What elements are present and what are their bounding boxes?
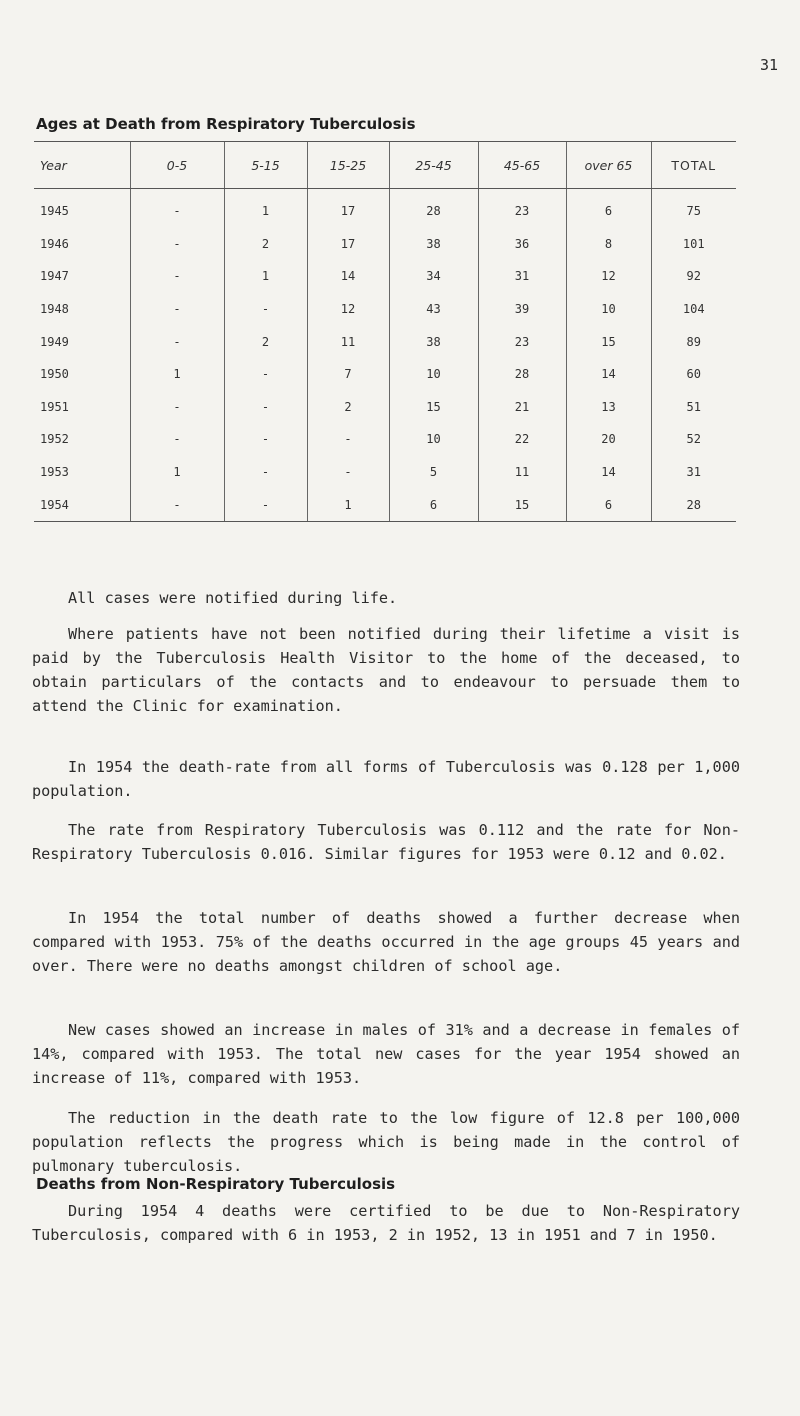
table-cell: 10 [389, 423, 478, 456]
column-header: 0-5 [130, 142, 224, 189]
section-heading: Deaths from Non-Respiratory Tuberculosis [36, 1175, 396, 1193]
table-cell: 2 [224, 325, 307, 358]
table-cell: 10 [566, 293, 651, 326]
table-cell: 104 [651, 293, 736, 326]
table-cell: 6 [389, 488, 478, 521]
year-cell: 1952 [40, 432, 69, 447]
table-cell: - [307, 456, 389, 489]
table-cell: 28 [478, 358, 566, 391]
table-cell: 17 [307, 189, 389, 228]
table-cell: 15 [389, 391, 478, 424]
table-cell: - [130, 228, 224, 261]
table-cell: 51 [651, 391, 736, 424]
table-cell: - [130, 325, 224, 358]
table-cell: - [130, 293, 224, 326]
paragraph: The reduction in the death rate to the low figure of 12.8 per 100,000 population reflects the progress which is being made in the control of pulmonary tuberculosis. [32, 1109, 740, 1175]
table-cell: 14 [566, 456, 651, 489]
table-cell: 14 [566, 358, 651, 391]
table-cell: 31 [478, 260, 566, 293]
table-cell: - [130, 488, 224, 521]
column-header: Year [34, 142, 130, 189]
table-cell: 1 [224, 189, 307, 228]
table-cell: - [224, 488, 307, 521]
table-row [34, 423, 736, 456]
table-cell: 6 [566, 189, 651, 228]
table-cell: 10 [389, 358, 478, 391]
table-cell: 11 [307, 325, 389, 358]
column-header: 45-65 [478, 142, 566, 189]
table-row [34, 358, 736, 391]
table-cell: 15 [566, 325, 651, 358]
table-cell: 92 [651, 260, 736, 293]
table-cell: 52 [651, 423, 736, 456]
table-cell: - [307, 423, 389, 456]
table-cell: 28 [651, 488, 736, 521]
table-cell: 15 [478, 488, 566, 521]
deaths-by-age-table [34, 141, 736, 522]
table-cell: 101 [651, 228, 736, 261]
column-header: TOTAL [651, 142, 736, 189]
paragraph: All cases were notified during life. [68, 589, 398, 607]
table-cell: 1 [130, 358, 224, 391]
table-cell: 13 [566, 391, 651, 424]
paragraph: Where patients have not been notified during their lifetime a visit is paid by the Tuberculosis Health Visitor to the home of the deceased, to obtain particulars of the contacts and to endeavour to persuade them to attend the Clinic for examination. [32, 625, 740, 715]
table-header-row [34, 142, 736, 189]
table-cell: - [130, 391, 224, 424]
page-number: 31 [760, 56, 779, 74]
paragraph: In 1954 the death-rate from all forms of Tuberculosis was 0.128 per 1,000 population. [32, 758, 740, 800]
table-cell: 75 [651, 189, 736, 228]
table-row [34, 260, 736, 293]
table-heading: Ages at Death from Respiratory Tuberculosis [36, 115, 416, 133]
table-cell: 2 [224, 228, 307, 261]
table-cell: - [224, 293, 307, 326]
table-cell: 60 [651, 358, 736, 391]
table-row [34, 391, 736, 424]
table-cell: 23 [478, 189, 566, 228]
table-cell: 2 [307, 391, 389, 424]
column-header: 5-15 [224, 142, 307, 189]
table-cell: 34 [389, 260, 478, 293]
table-cell: 31 [651, 456, 736, 489]
table-cell: 89 [651, 325, 736, 358]
table-cell: 12 [566, 260, 651, 293]
table-cell: 11 [478, 456, 566, 489]
column-header: over 65 [566, 142, 651, 189]
table-cell: 38 [389, 228, 478, 261]
closing-paragraph: During 1954 4 deaths were certified to be due to Non-Respiratory Tuberculosis, compared with 6 in 1953, 2 in 1952, 13 in 1951 and 7 in 1950. [32, 1202, 740, 1244]
table-cell: 12 [307, 293, 389, 326]
table-row [34, 228, 736, 261]
table-row [34, 189, 736, 228]
table-body [34, 189, 736, 522]
table-row [34, 488, 736, 521]
table-cell: 22 [478, 423, 566, 456]
table-cell: - [130, 423, 224, 456]
table-cell: - [130, 260, 224, 293]
year-cell: 1948 [40, 302, 69, 317]
year-cell: 1945 [40, 204, 69, 219]
year-cell: 1946 [40, 236, 69, 251]
table-cell: 21 [478, 391, 566, 424]
table-cell: 43 [389, 293, 478, 326]
paragraph: New cases showed an increase in males of 31% and a decrease in females of 14%, compared with 1953. The total new cases for the year 1954 showed an increase of 11%, compared with 1953. [32, 1021, 740, 1087]
year-cell: 1951 [40, 399, 69, 414]
year-cell: 1953 [40, 465, 69, 480]
table-cell: 38 [389, 325, 478, 358]
table-row [34, 293, 736, 326]
table-cell: - [224, 423, 307, 456]
year-cell: 1947 [40, 269, 69, 284]
table-cell: 23 [478, 325, 566, 358]
table-row [34, 456, 736, 489]
table-cell: 36 [478, 228, 566, 261]
table-cell: 39 [478, 293, 566, 326]
table-cell: - [224, 391, 307, 424]
table-cell: 8 [566, 228, 651, 261]
table-cell: - [224, 358, 307, 391]
table-cell: - [130, 189, 224, 228]
table-cell: 1 [130, 456, 224, 489]
table-cell: 1 [224, 260, 307, 293]
year-cell: 1949 [40, 334, 69, 349]
year-cell: 1954 [34, 488, 130, 521]
table-row [34, 325, 736, 358]
year-cell: 1950 [40, 367, 69, 382]
table-cell: 28 [389, 189, 478, 228]
table-cell: 14 [307, 260, 389, 293]
column-header: 25-45 [389, 142, 478, 189]
table-cell: 1 [307, 488, 389, 521]
paragraph: In 1954 the total number of deaths showed a further decrease when compared with 1953. 75% of the deaths occurred in the age groups 45 years and over. There were no deaths amongst children of school age. [32, 909, 740, 975]
table-cell: - [224, 456, 307, 489]
table-cell: 7 [307, 358, 389, 391]
table-cell: 20 [566, 423, 651, 456]
paragraph: The rate from Respiratory Tuberculosis was 0.112 and the rate for Non-Respiratory Tuberculosis 0.016. Similar figures for 1953 were 0.12 and 0.02. [32, 821, 740, 863]
table-cell: 5 [389, 456, 478, 489]
table-cell: 17 [307, 228, 389, 261]
column-header: 15-25 [307, 142, 389, 189]
table-cell: 6 [566, 488, 651, 521]
